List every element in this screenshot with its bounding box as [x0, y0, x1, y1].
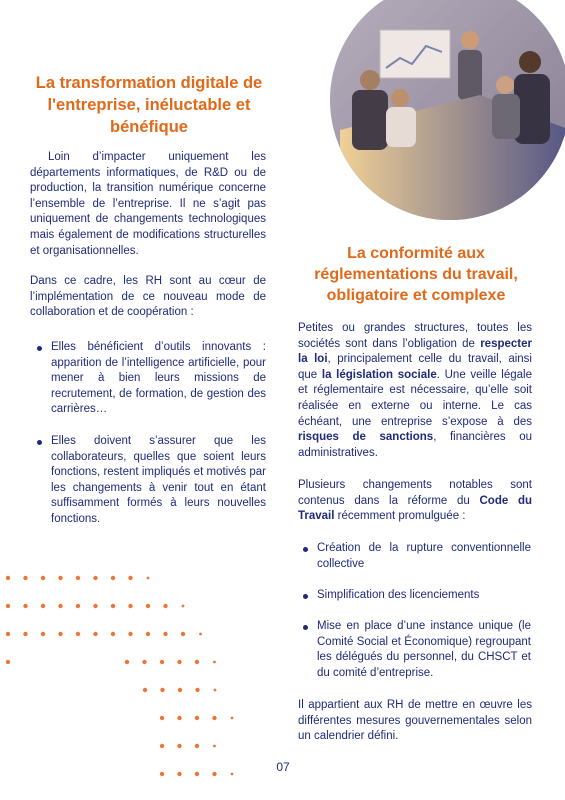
bullet-dot-icon	[303, 547, 308, 552]
right-paragraph-legal	[298, 321, 532, 461]
left-bullet-item	[51, 434, 266, 528]
left-section-title: La transformation digitale de l'entreprise, inéluctable et bénéfique	[35, 74, 263, 136]
page-number: 07	[276, 760, 290, 774]
decorative-dot	[178, 688, 182, 692]
text-run: Petites ou grandes structures, toutes les sociétés sont dans l’obligation de	[298, 322, 532, 350]
decorative-dot	[231, 717, 234, 720]
decorative-dot	[142, 660, 146, 664]
decorative-dot	[128, 604, 132, 608]
meeting-photo	[330, 0, 565, 220]
decorative-dot	[182, 605, 185, 608]
left-bullet-text: Elles bénéficient d’outils innovants : apparition de l’intelligence artificielle, pour mener à bien leurs missions de recrutement, de formation, de gestion des carrières…	[51, 341, 266, 416]
decorative-dot	[177, 744, 181, 748]
decorative-dot	[177, 660, 181, 664]
text-run: , financières ou administratives.	[298, 431, 532, 459]
decorative-dot	[76, 632, 80, 636]
decorative-dot	[163, 604, 167, 608]
decorative-dot	[160, 744, 164, 748]
right-paragraph-reform	[298, 478, 532, 525]
decorative-dot	[41, 604, 45, 608]
decorative-dot	[143, 688, 147, 692]
decorative-dot	[23, 604, 27, 608]
right-bullet-item	[317, 619, 531, 681]
decorative-dot	[128, 576, 132, 580]
decorative-dot	[195, 660, 199, 664]
right-bullet-text: Mise en place d’une instance unique (le Comité Social et Économique) regroupant les délégués du personnel, du CHSCT et du comité d’entreprise.	[317, 620, 531, 679]
decorative-dot	[23, 632, 27, 636]
decorative-dot	[160, 772, 164, 776]
decorative-dot	[58, 632, 62, 636]
decorative-dot	[76, 604, 80, 608]
decorative-dot	[160, 688, 164, 692]
left-paragraph-context: Dans ce cadre, les RH sont au cœur de l’implémentation de ce nouveau mode de collaboration et de coopération :	[30, 275, 266, 319]
decorative-dot-pattern	[0, 565, 270, 795]
right-paragraph-closing: Il appartient aux RH de mettre en œuvre les différentes mesures gouvernementales selon un calendrier défini.	[298, 699, 532, 743]
bold-phrase: risques de sanctions	[298, 431, 434, 444]
decorative-dot	[6, 632, 10, 636]
decorative-dot	[177, 772, 181, 776]
decorative-dot	[177, 716, 181, 720]
text-run: . Une veille légale et réglementaire est nécessaire, qu’elle soit réalisée en externe ou interne. Le cas échéant, une entreprise s’expose à des	[298, 368, 532, 428]
decorative-dot	[195, 688, 199, 692]
decorative-dot	[6, 604, 10, 608]
decorative-dot	[111, 632, 115, 636]
bullet-dot-icon	[37, 440, 42, 445]
decorative-dot	[6, 576, 10, 580]
text-run: Plusieurs changements notables sont contenus dans la réforme du	[298, 479, 532, 507]
right-section-title: La conformité aux réglementations du travail, obligatoire et complexe	[314, 245, 518, 304]
decorative-dot	[111, 576, 115, 580]
decorative-dot	[93, 604, 97, 608]
decorative-dot	[195, 716, 199, 720]
decorative-dot	[125, 660, 129, 664]
decorative-dot	[147, 577, 150, 580]
right-bullet-text: Simplification des licenciements	[317, 589, 480, 601]
bold-phrase: la législation sociale	[321, 368, 437, 381]
decorative-dot	[163, 632, 167, 636]
decorative-dot	[76, 576, 80, 580]
left-paragraph-intro: Loin d’impacter uniquement les départements informatiques, de R&D ou de production, la transition numérique concerne l’ensemble de l’entreprise. Il ne s’agit pas uniquement de changements technologiques mais également de modifications structurelles et organisationnelles.	[30, 151, 266, 257]
text-run: , principalement celle du travail, ainsi que	[298, 353, 532, 381]
bold-phrase: Code du Travail	[298, 494, 533, 523]
right-bullet-text: Création de la rupture conventionnelle collective	[317, 542, 531, 570]
bullet-dot-icon	[303, 594, 308, 599]
decorative-dot	[213, 661, 216, 664]
bullet-dot-icon	[37, 346, 42, 351]
decorative-dot	[111, 604, 115, 608]
right-bullet-item	[317, 541, 531, 572]
decorative-dot	[181, 632, 185, 636]
decorative-dot	[58, 604, 62, 608]
decorative-dot	[128, 632, 132, 636]
bold-phrase: respecter la loi	[298, 337, 532, 366]
decorative-dot	[231, 773, 234, 776]
decorative-dot	[93, 576, 97, 580]
decorative-dot	[146, 632, 150, 636]
decorative-dot	[212, 772, 216, 776]
decorative-dot	[58, 576, 62, 580]
decorative-dot	[160, 660, 164, 664]
bullet-dot-icon	[303, 625, 308, 630]
left-bullet-item	[51, 340, 266, 418]
decorative-dot	[6, 660, 10, 664]
decorative-dot	[212, 716, 216, 720]
decorative-dot	[199, 633, 202, 636]
decorative-dot	[41, 632, 45, 636]
decorative-dot	[41, 576, 45, 580]
left-bullet-text: Elles doivent s’assurer que les collaborateurs, quelles que soient leurs fonctions, restent impliqués et motivés par les changements à venir tout en étant suffisamment formés à leurs nouvelles fonctions.	[51, 435, 266, 525]
decorative-dot	[146, 604, 150, 608]
decorative-dot	[160, 716, 164, 720]
decorative-dot	[195, 772, 199, 776]
decorative-dot	[23, 576, 27, 580]
decorative-dot	[213, 745, 216, 748]
decorative-dot	[195, 744, 199, 748]
right-bullet-item	[317, 588, 531, 604]
decorative-dot	[93, 632, 97, 636]
decorative-dot	[214, 689, 217, 692]
text-run: récemment promulguée :	[334, 510, 466, 523]
